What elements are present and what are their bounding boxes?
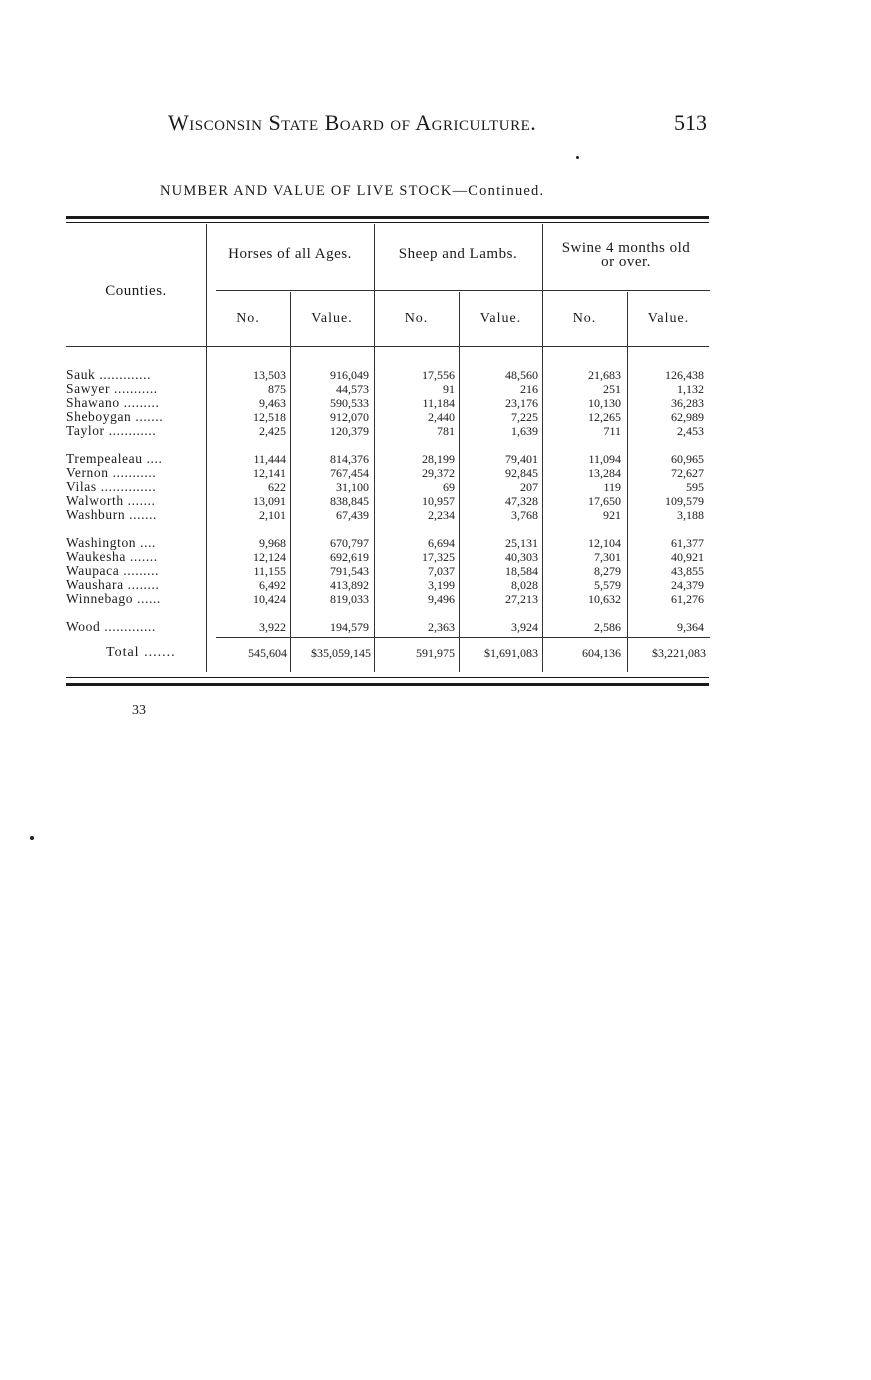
table-cell: 21,683 <box>588 368 621 382</box>
table-cell: 109,579 <box>665 494 704 508</box>
table-cell: 3,922 <box>259 620 286 634</box>
table-bottom-rule <box>66 683 709 686</box>
table-cell: 126,438 <box>665 368 704 382</box>
county-name: Vilas .............. <box>66 480 157 494</box>
table-cell: 8,028 <box>511 578 538 592</box>
table-cell: 7,301 <box>594 550 621 564</box>
table-cell: 13,284 <box>588 466 621 480</box>
table-cell: 251 <box>603 382 621 396</box>
total-cell: $3,221,083 <box>652 646 706 660</box>
table-cell: 912,070 <box>330 410 369 424</box>
table-cell: 10,424 <box>253 592 286 606</box>
table-cell: 40,921 <box>671 550 704 564</box>
table-cell: 69 <box>443 480 455 494</box>
table-cell: 413,892 <box>330 578 369 592</box>
total-cell: 545,604 <box>248 646 287 660</box>
table-cell: 13,503 <box>253 368 286 382</box>
table-cell: 119 <box>603 480 621 494</box>
table-cell: 670,797 <box>330 536 369 550</box>
table-cell: 9,463 <box>259 396 286 410</box>
table-cell: 12,141 <box>253 466 286 480</box>
table-cell: 7,225 <box>511 410 538 424</box>
counties-header: Counties. <box>105 283 167 299</box>
county-name: Sawyer ........... <box>66 382 158 396</box>
county-name: Sauk ............. <box>66 368 152 382</box>
page-folio: 33 <box>132 703 146 718</box>
page-number: 513 <box>674 110 707 135</box>
table-cell: 10,957 <box>422 494 455 508</box>
table-cell: 23,176 <box>505 396 538 410</box>
table-cell: 17,650 <box>588 494 621 508</box>
county-name: Trempealeau .... <box>66 452 163 466</box>
total-cell: 591,975 <box>416 646 455 660</box>
county-name: Waupaca ......... <box>66 564 160 578</box>
county-name: Taylor ............ <box>66 424 157 438</box>
table-cell: 12,518 <box>253 410 286 424</box>
group-header-rule <box>216 290 710 291</box>
table-cell: 791,543 <box>330 564 369 578</box>
table-cell: 1,639 <box>511 424 538 438</box>
table-cell: 29,372 <box>422 466 455 480</box>
table-cell: 711 <box>603 424 621 438</box>
county-name: Waukesha ....... <box>66 550 158 564</box>
table-cell: 61,377 <box>671 536 704 550</box>
table-cell: 40,303 <box>505 550 538 564</box>
column-subheader: No. <box>404 311 429 326</box>
table-cell: 838,845 <box>330 494 369 508</box>
total-label: Total ....... <box>106 645 176 660</box>
table-cell: 25,131 <box>505 536 538 550</box>
table-cell: 194,579 <box>330 620 369 634</box>
table-cell: 3,768 <box>511 508 538 522</box>
table-cell: 5,579 <box>594 578 621 592</box>
county-name: Sheboygan ....... <box>66 410 164 424</box>
table-cell: 622 <box>268 480 286 494</box>
county-name: Walworth ....... <box>66 494 156 508</box>
county-name: Winnebago ...... <box>66 592 161 606</box>
table-cell: 692,619 <box>330 550 369 564</box>
table-cell: 61,276 <box>671 592 704 606</box>
table-cell: 590,533 <box>330 396 369 410</box>
group-header: Swine 4 months old <box>561 240 691 256</box>
total-cell: 604,136 <box>582 646 621 660</box>
group-header-line2: or over. <box>601 254 651 270</box>
table-cell: 2,453 <box>677 424 704 438</box>
table-cell: 9,364 <box>677 620 704 634</box>
table-cell: 17,325 <box>422 550 455 564</box>
table-cell: 2,440 <box>428 410 455 424</box>
group-header: Sheep and Lambs. <box>398 246 518 262</box>
running-head: Wisconsin State Board of Agriculture. <box>168 110 537 135</box>
column-subheader: No. <box>236 311 260 326</box>
table-cell: 28,199 <box>422 452 455 466</box>
table-cell: 47,328 <box>505 494 538 508</box>
table-cell: 595 <box>686 480 704 494</box>
county-name: Waushara ........ <box>66 578 160 592</box>
table-cell: 216 <box>520 382 538 396</box>
table-cell: 79,401 <box>505 452 538 466</box>
table-cell: 92,845 <box>505 466 538 480</box>
table-cell: 11,155 <box>253 564 286 578</box>
table-cell: 120,379 <box>330 424 369 438</box>
ink-speck <box>30 836 34 840</box>
table-title: NUMBER AND VALUE OF LIVE STOCK—Continued. <box>160 183 545 199</box>
table-cell: 875 <box>268 382 286 396</box>
table-cell: 11,094 <box>588 452 621 466</box>
table-cell: 3,188 <box>677 508 704 522</box>
table-cell: 67,439 <box>336 508 369 522</box>
table-cell: 11,184 <box>422 396 455 410</box>
group-header: Horses of all Ages. <box>228 246 352 262</box>
total-cell: $35,059,145 <box>311 646 371 660</box>
table-cell: 12,124 <box>253 550 286 564</box>
county-name: Vernon ........... <box>66 466 157 480</box>
table-cell: 1,132 <box>677 382 704 396</box>
table-cell: 6,492 <box>259 578 286 592</box>
table-cell: 9,496 <box>428 592 455 606</box>
table-cell: 31,100 <box>336 480 369 494</box>
table-cell: 24,379 <box>671 578 704 592</box>
column-subheader: Value. <box>311 311 353 326</box>
table-cell: 8,279 <box>594 564 621 578</box>
column-subheader: Value. <box>479 311 522 326</box>
table-cell: 10,130 <box>588 396 621 410</box>
table-cell: 12,265 <box>588 410 621 424</box>
table-cell: 781 <box>437 424 455 438</box>
table-cell: 767,454 <box>330 466 369 480</box>
table-cell: 17,556 <box>422 368 455 382</box>
table-cell: 7,037 <box>428 564 455 578</box>
column-subheader: No. <box>572 311 597 326</box>
table-cell: 3,924 <box>511 620 538 634</box>
table-cell: 48,560 <box>505 368 538 382</box>
subheader-rule <box>66 346 709 347</box>
table-cell: 819,033 <box>330 592 369 606</box>
county-name: Washington .... <box>66 536 157 550</box>
table-bottom-rule-thin <box>66 677 709 678</box>
county-name: Washburn ....... <box>66 508 158 522</box>
table-cell: 2,101 <box>259 508 286 522</box>
table-cell: 27,213 <box>505 592 538 606</box>
table-cell: 9,968 <box>259 536 286 550</box>
table-cell: 36,283 <box>671 396 704 410</box>
table-cell: 43,855 <box>671 564 704 578</box>
table-cell: 44,573 <box>336 382 369 396</box>
table-top-rule <box>66 216 709 219</box>
total-cell: $1,691,083 <box>484 646 538 660</box>
table-cell: 13,091 <box>253 494 286 508</box>
table-cell: 12,104 <box>588 536 621 550</box>
table-cell: 60,965 <box>671 452 704 466</box>
ink-speck <box>576 156 579 159</box>
table-cell: 2,234 <box>428 508 455 522</box>
county-name: Wood ............. <box>66 620 156 634</box>
table-cell: 2,586 <box>594 620 621 634</box>
table-cell: 3,199 <box>428 578 455 592</box>
county-name: Shawano ......... <box>66 396 160 410</box>
table-cell: 2,363 <box>428 620 455 634</box>
table-cell: 62,989 <box>671 410 704 424</box>
table-cell: 72,627 <box>671 466 704 480</box>
total-rule <box>216 637 710 638</box>
table-cell: 2,425 <box>259 424 286 438</box>
table-cell: 91 <box>443 382 455 396</box>
table-cell: 814,376 <box>330 452 369 466</box>
table-cell: 18,584 <box>505 564 538 578</box>
table-cell: 916,049 <box>330 368 369 382</box>
table-cell: 10,632 <box>588 592 621 606</box>
table-top-rule-thin <box>66 222 709 223</box>
table-cell: 11,444 <box>253 452 286 466</box>
table-cell: 207 <box>520 480 538 494</box>
table-cell: 921 <box>603 508 621 522</box>
column-subheader: Value. <box>647 311 690 326</box>
table-cell: 6,694 <box>428 536 455 550</box>
